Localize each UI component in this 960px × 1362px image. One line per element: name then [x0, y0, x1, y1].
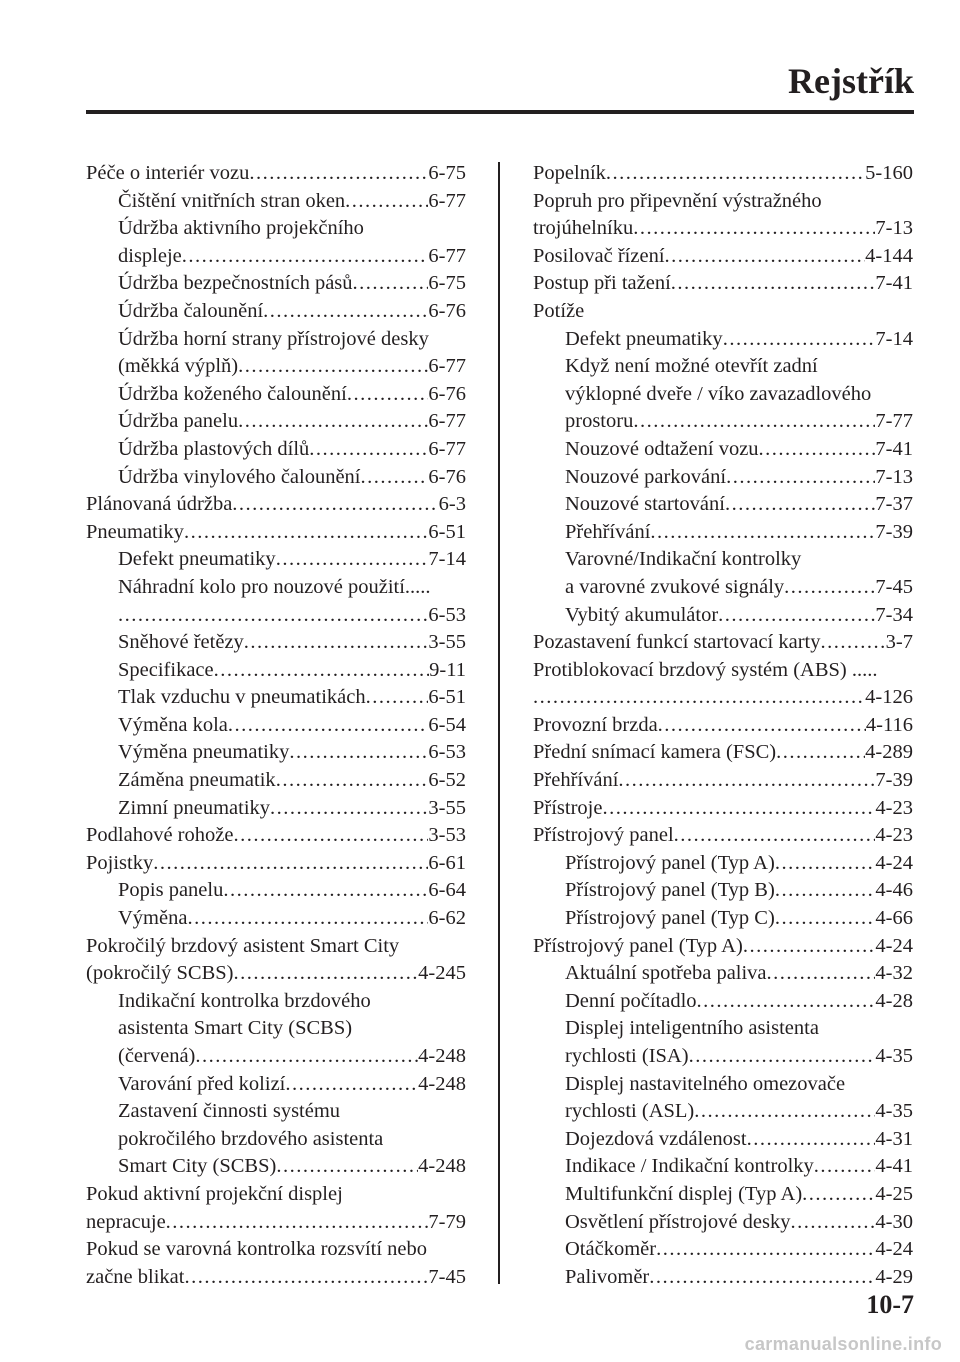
index-entry-page: 4-24	[875, 851, 913, 874]
index-entry-label: Nouzové parkování	[565, 465, 727, 488]
index-entry-page: 3-55	[428, 631, 466, 654]
leader-dots	[345, 188, 428, 216]
index-entry-page: 6-61	[428, 851, 466, 874]
index-entry-page: 5-160	[865, 162, 913, 184]
index-entry	[533, 546, 913, 574]
index-entry-label: Přehřívání	[565, 520, 651, 543]
index-entry	[86, 298, 466, 326]
leader-dots	[533, 684, 865, 712]
index-entry-page: 3-55	[428, 796, 466, 819]
index-entry-label: Údržba panelu	[118, 410, 239, 433]
index-entry-page: 7-37	[875, 493, 913, 516]
index-entry-page: 4-41	[875, 1155, 913, 1178]
index-entry-page: 7-39	[875, 520, 913, 543]
index-entry-label: Varovné/Indikační kontrolky	[565, 548, 802, 571]
index-entry-page: 4-24	[875, 934, 913, 957]
index-entry	[533, 574, 913, 602]
index-entry	[533, 464, 913, 492]
index-entry-page: 6-77	[428, 355, 466, 378]
index-entry	[86, 712, 466, 740]
leader-dots	[650, 519, 875, 547]
index-entry	[533, 877, 913, 905]
index-entry-page: 6-77	[428, 189, 466, 212]
index-entry	[86, 1236, 466, 1264]
index-entry-label: Plánovaná údržba	[86, 493, 233, 516]
leader-dots	[743, 933, 876, 961]
index-entry-label: Indikační kontrolka brzdového	[118, 989, 371, 1012]
index-entry-page: 6-51	[428, 686, 466, 709]
leader-dots	[223, 877, 428, 905]
index-entry-page: 7-45	[428, 1265, 466, 1288]
leader-dots	[182, 243, 429, 271]
index-entry	[533, 353, 913, 381]
index-entry	[533, 795, 913, 823]
index-entry-page: 7-14	[875, 327, 913, 350]
leader-dots	[263, 298, 428, 326]
index-entry	[86, 602, 466, 630]
index-entry	[533, 767, 913, 795]
index-entry	[86, 436, 466, 464]
index-entry-page: 4-23	[875, 796, 913, 819]
index-entry	[86, 629, 466, 657]
index-entry-page: 6-75	[428, 272, 466, 295]
index-entry	[533, 960, 913, 988]
index-entry	[86, 574, 466, 602]
index-entry-label: Údržba koženého čalounění	[118, 382, 347, 405]
index-entry-label: (pokročilý SCBS)	[86, 962, 234, 985]
index-entry-page: 7-41	[875, 272, 913, 295]
index-entry	[533, 436, 913, 464]
index-entry-page: 6-54	[428, 713, 466, 736]
index-entry	[86, 1015, 466, 1043]
leader-dots	[276, 1153, 418, 1181]
index-entry-page: 6-53	[428, 741, 466, 764]
index-entry	[533, 1015, 913, 1043]
leader-dots	[118, 602, 428, 630]
leader-dots	[697, 988, 876, 1016]
leader-dots	[361, 464, 429, 492]
index-entry	[533, 215, 913, 243]
leader-dots	[618, 767, 875, 795]
index-entry-label: Popruh pro připevnění výstražného	[533, 189, 822, 212]
index-entry-label: a varovné zvukové signály	[565, 575, 785, 598]
index-entry	[533, 298, 913, 326]
index-entry-label: Údržba plastových dílů	[118, 437, 310, 460]
index-entry-label: trojúhelníku	[533, 217, 634, 240]
leader-dots	[747, 1126, 876, 1154]
index-entry-label: Postup při tažení	[533, 272, 671, 295]
leader-dots	[671, 270, 876, 298]
index-entry-label: Displej inteligentního asistenta	[565, 1017, 819, 1040]
index-entry-label: začne blikat	[86, 1265, 185, 1288]
index-entry-label: Údržba bezpečnostních pásů	[118, 272, 353, 295]
index-entry	[86, 188, 466, 216]
leader-dots	[214, 657, 430, 685]
leader-dots	[658, 712, 866, 740]
index-entry-label: Defekt pneumatiky	[118, 548, 276, 571]
index-entry	[533, 491, 913, 519]
leader-dots	[814, 1153, 876, 1181]
leader-dots	[775, 905, 876, 933]
index-entry	[533, 1181, 913, 1209]
index-entry-page: 4-245	[418, 962, 466, 985]
index-entry-page: 6-77	[428, 437, 466, 460]
index-entry	[86, 1071, 466, 1099]
index-entry-label: Přístrojový panel (Typ A)	[565, 851, 775, 874]
leader-dots	[790, 1209, 875, 1237]
index-entry-label: Přehřívání	[533, 769, 619, 792]
leader-dots	[718, 602, 875, 630]
index-entry	[533, 188, 913, 216]
index-entry	[86, 519, 466, 547]
index-entry-label: Popelník	[533, 162, 606, 184]
index-entry-label: Údržba vinylového čalounění	[118, 465, 361, 488]
leader-dots	[233, 822, 428, 850]
leader-dots	[606, 160, 865, 188]
index-entry-page: 4-66	[875, 907, 913, 930]
index-entry-label: Defekt pneumatiky	[565, 327, 723, 350]
leader-dots	[633, 408, 875, 436]
leader-dots	[665, 243, 866, 271]
index-entry	[86, 1181, 466, 1209]
index-entry-page: 6-76	[428, 465, 466, 488]
index-entry-page: 6-64	[428, 879, 466, 902]
index-entry	[533, 326, 913, 354]
index-entry-label: Dojezdová vzdálenost	[565, 1127, 747, 1150]
index-entry-label: Přístrojový panel (Typ B)	[565, 879, 775, 902]
index-entry-page: 4-23	[875, 824, 913, 847]
leader-dots	[347, 381, 429, 409]
leader-dots	[232, 491, 438, 519]
index-entry-label: Specifikace	[118, 658, 214, 681]
index-entry	[86, 684, 466, 712]
index-entry	[86, 408, 466, 436]
leader-dots	[238, 408, 428, 436]
leader-dots	[366, 684, 429, 712]
index-entry-page: 6-76	[428, 299, 466, 322]
index-entry	[533, 602, 913, 630]
index-entry	[533, 739, 913, 767]
index-entry-label: Záměna pneumatik	[118, 769, 276, 792]
index-entry	[533, 1153, 913, 1181]
header-rule	[86, 110, 914, 114]
index-entry-page: 6-51	[428, 520, 466, 543]
index-entry-label: Zimní pneumatiky	[118, 796, 271, 819]
index-entry-label: Varování před kolizí	[118, 1072, 286, 1095]
index-entry	[533, 243, 913, 271]
leader-dots	[187, 905, 428, 933]
index-entry-label: nepracuje	[86, 1210, 166, 1233]
index-entry-label: asistenta Smart City (SCBS)	[118, 1017, 353, 1040]
index-entry-label: Palivoměr	[565, 1265, 650, 1288]
index-entry-page: 7-45	[875, 575, 913, 598]
index-entry-page: 4-28	[875, 989, 913, 1012]
index-entry	[533, 270, 913, 298]
index-entry-page: 4-25	[875, 1182, 913, 1205]
index-entry	[86, 960, 466, 988]
index-entry-label: Údržba čalounění	[118, 299, 264, 322]
index-column-left	[86, 160, 466, 1291]
index-entry-label: Výměna kola	[118, 713, 228, 736]
index-entry-label: Nouzové odtažení vozu	[565, 437, 759, 460]
index-entry-label: Otáčkoměr	[565, 1238, 657, 1261]
index-entry-label: Údržba horní strany přístrojové desky	[118, 327, 429, 350]
leader-dots	[153, 850, 428, 878]
leader-dots	[775, 877, 876, 905]
index-entry-label: Náhradní kolo pro nouzové použití.....	[118, 575, 431, 598]
leader-dots	[694, 1098, 875, 1126]
leader-dots	[270, 795, 428, 823]
index-entry	[533, 712, 913, 740]
index-entry-page: 4-46	[875, 879, 913, 902]
index-entry	[86, 1264, 466, 1292]
index-entry-page: 4-31	[875, 1127, 913, 1150]
index-entry-page: 9-11	[429, 658, 466, 681]
index-entry-page: 7-39	[875, 769, 913, 792]
index-entry-label: Multifunkční displej (Typ A)	[565, 1182, 803, 1205]
index-entry	[86, 491, 466, 519]
index-entry	[86, 1126, 466, 1154]
index-entry-label: Nouzové startování	[565, 493, 725, 516]
index-entry-label: Péče o interiér vozu	[86, 162, 250, 184]
leader-dots	[353, 270, 429, 298]
leader-dots	[759, 436, 876, 464]
index-entry	[86, 381, 466, 409]
index-entry-page: 4-32	[875, 962, 913, 985]
index-column-right	[533, 160, 913, 1291]
index-entry-page: 7-77	[875, 410, 913, 433]
index-entry-label: Výměna	[118, 907, 188, 930]
index-entry-label: výklopné dveře / víko zavazadlového	[565, 382, 872, 405]
index-entry-page: 7-34	[875, 603, 913, 626]
index-entry	[86, 1153, 466, 1181]
index-entry	[86, 795, 466, 823]
index-entry	[86, 850, 466, 878]
index-entry-label: (měkká výplň)	[118, 355, 239, 378]
page-title: Rejstřík	[788, 61, 914, 101]
index-entry-page: 4-289	[865, 741, 913, 764]
index-entry-page: 7-14	[428, 548, 466, 571]
index-entry-label: Přístrojový panel (Typ A)	[533, 934, 743, 957]
index-entry-label: Pokud se varovná kontrolka rozsvítí nebo	[86, 1238, 428, 1261]
index-entry	[533, 988, 913, 1016]
index-entry-label: Potíže	[533, 299, 585, 322]
leader-dots	[725, 491, 875, 519]
index-entry-label: prostoru	[565, 410, 634, 433]
leader-dots	[649, 1264, 875, 1292]
index-entry-page: 7-13	[875, 217, 913, 240]
leader-dots	[166, 1209, 429, 1237]
index-entry	[533, 657, 913, 685]
index-entry	[533, 381, 913, 409]
index-entry	[86, 464, 466, 492]
leader-dots	[723, 326, 876, 354]
leader-dots	[776, 739, 865, 767]
leader-dots	[689, 1043, 876, 1071]
index-entry-label: Výměna pneumatiky	[118, 741, 290, 764]
index-entry-label: Popis panelu	[118, 879, 224, 902]
index-entry	[533, 629, 913, 657]
index-entry-page: 4-126	[865, 686, 913, 709]
index-entry	[533, 408, 913, 436]
index-entry-page: 6-76	[428, 382, 466, 405]
leader-dots	[234, 960, 419, 988]
index-entry-page: 7-13	[875, 465, 913, 488]
leader-dots	[276, 767, 429, 795]
index-entry-label: Provozní brzda	[533, 713, 658, 736]
leader-dots	[289, 739, 428, 767]
leader-dots	[784, 574, 875, 602]
leader-dots	[633, 215, 875, 243]
index-entry	[86, 905, 466, 933]
index-entry	[86, 739, 466, 767]
index-entry-label: Přístrojový panel (Typ C)	[565, 907, 775, 930]
index-entry-page: 6-62	[428, 907, 466, 930]
index-entry	[533, 933, 913, 961]
index-entry-page: 7-41	[875, 437, 913, 460]
index-entry-label: rychlosti (ISA)	[565, 1045, 689, 1067]
index-entry-label: Displej nastavitelného omezovače	[565, 1072, 846, 1095]
index-entry	[533, 684, 913, 712]
index-entry-page: 4-30	[875, 1210, 913, 1233]
index-entry-label: Přístroje	[533, 796, 603, 819]
index-entry-page: 4-29	[875, 1265, 913, 1288]
index-entry-page: 6-52	[428, 769, 466, 792]
index-entry-label: Smart City (SCBS)	[118, 1155, 277, 1178]
index-entry	[86, 988, 466, 1016]
index-entry-page: 4-116	[865, 713, 913, 736]
watermark: carmanualsonline.info	[744, 1334, 942, 1354]
index-entry-page: 3-53	[428, 824, 466, 847]
index-entry-page: 6-53	[428, 603, 466, 626]
leader-dots	[726, 464, 875, 492]
leader-dots	[656, 1236, 875, 1264]
index-entry-label: Přední snímací kamera (FSC)	[533, 741, 777, 764]
leader-dots	[820, 629, 885, 657]
index-entry	[86, 657, 466, 685]
index-entry-page: 6-75	[428, 162, 466, 184]
index-entry	[86, 877, 466, 905]
index-entry-label: Zastavení činnosti systému	[118, 1100, 341, 1123]
index-entry	[86, 822, 466, 850]
index-entry	[86, 933, 466, 961]
index-entry	[533, 1209, 913, 1237]
leader-dots	[228, 712, 429, 740]
index-entry-page: 3-7	[885, 631, 913, 654]
index-entry-label: Aktuální spotřeba paliva	[565, 962, 767, 985]
leader-dots	[285, 1071, 418, 1099]
index-entry-label: Pokud aktivní projekční displej	[86, 1182, 343, 1205]
index-entry-page: 6-77	[428, 244, 466, 267]
index-entry	[86, 270, 466, 298]
index-entry-label: Posilovač řízení	[533, 244, 665, 267]
leader-dots	[802, 1181, 875, 1209]
index-entry-label: Tlak vzduchu v pneumatikách	[118, 686, 366, 709]
leader-dots	[602, 795, 875, 823]
leader-dots	[674, 822, 876, 850]
index-entry-label: Pozastavení funkcí startovací karty	[533, 631, 821, 654]
index-entry-page: 6-77	[428, 410, 466, 433]
index-entry-page: 4-144	[865, 244, 913, 267]
index-entry-label: Podlahové rohože	[86, 824, 234, 847]
index-entry	[86, 326, 466, 354]
index-entry	[533, 1236, 913, 1264]
leader-dots	[767, 960, 876, 988]
index-entry-label: Údržba aktivního projekčního	[118, 217, 364, 240]
index-entry	[533, 1126, 913, 1154]
index-entry	[533, 1264, 913, 1292]
index-entry-label: Denní počítadlo	[565, 989, 697, 1012]
leader-dots	[775, 850, 876, 878]
index-entry-page: 4-248	[418, 1072, 466, 1095]
index-entry-label: Přístrojový panel	[533, 824, 674, 847]
leader-dots	[244, 629, 429, 657]
index-entry	[86, 1209, 466, 1237]
index-entry-page: 6-3	[438, 493, 466, 516]
index-entry-label: Pojistky	[86, 851, 154, 874]
index-entry-label: rychlosti (ASL)	[565, 1100, 695, 1123]
index-entry	[86, 767, 466, 795]
index-entry-label: Vybitý akumulátor	[565, 603, 719, 626]
index-entry	[533, 1071, 913, 1099]
leader-dots	[309, 436, 428, 464]
column-divider	[498, 162, 500, 1284]
index-entry-label: displeje	[118, 244, 182, 267]
index-entry-page: 4-24	[875, 1238, 913, 1261]
leader-dots	[184, 519, 428, 547]
index-entry-page: 4-248	[418, 1155, 466, 1178]
index-entry	[533, 1043, 913, 1071]
index-entry-page: 4-35	[875, 1045, 913, 1067]
leader-dots	[249, 160, 428, 188]
index-entry-label: (červená)	[118, 1045, 196, 1067]
index-entry-label: Pokročilý brzdový asistent Smart City	[86, 934, 400, 957]
index-entry	[533, 1098, 913, 1126]
leader-dots	[195, 1043, 418, 1071]
index-entry-label: Osvětlení přístrojové desky	[565, 1210, 791, 1233]
index-entry-label: Indikace / Indikační kontrolky	[565, 1155, 814, 1178]
index-entry-label: Sněhové řetězy	[118, 631, 244, 654]
index-entry-label: Pneumatiky	[86, 520, 184, 543]
index-entry	[86, 215, 466, 243]
index-entry-label: Když není možné otevřít zadní	[565, 355, 818, 378]
index-entry	[86, 1043, 466, 1071]
index-entry	[533, 519, 913, 547]
index-entry	[86, 353, 466, 381]
leader-dots	[184, 1264, 428, 1292]
index-entry-page: 4-248	[418, 1045, 466, 1067]
index-entry	[533, 850, 913, 878]
index-entry	[86, 160, 466, 188]
index-entry	[533, 905, 913, 933]
page-number: 10-7	[866, 1290, 914, 1319]
leader-dots	[276, 546, 429, 574]
index-entry-page: 4-35	[875, 1100, 913, 1123]
index-entry-page: 7-79	[428, 1210, 466, 1233]
index-entry	[86, 243, 466, 271]
index-entry-label: Čištění vnitřních stran oken	[118, 189, 346, 212]
index-entry	[533, 160, 913, 188]
index-entry	[533, 822, 913, 850]
leader-dots	[238, 353, 428, 381]
index-entry-label: pokročilého brzdového asistenta	[118, 1127, 384, 1150]
index-entry	[86, 546, 466, 574]
index-entry	[86, 1098, 466, 1126]
index-entry-label: Protiblokovací brzdový systém (ABS) .....	[533, 658, 878, 681]
